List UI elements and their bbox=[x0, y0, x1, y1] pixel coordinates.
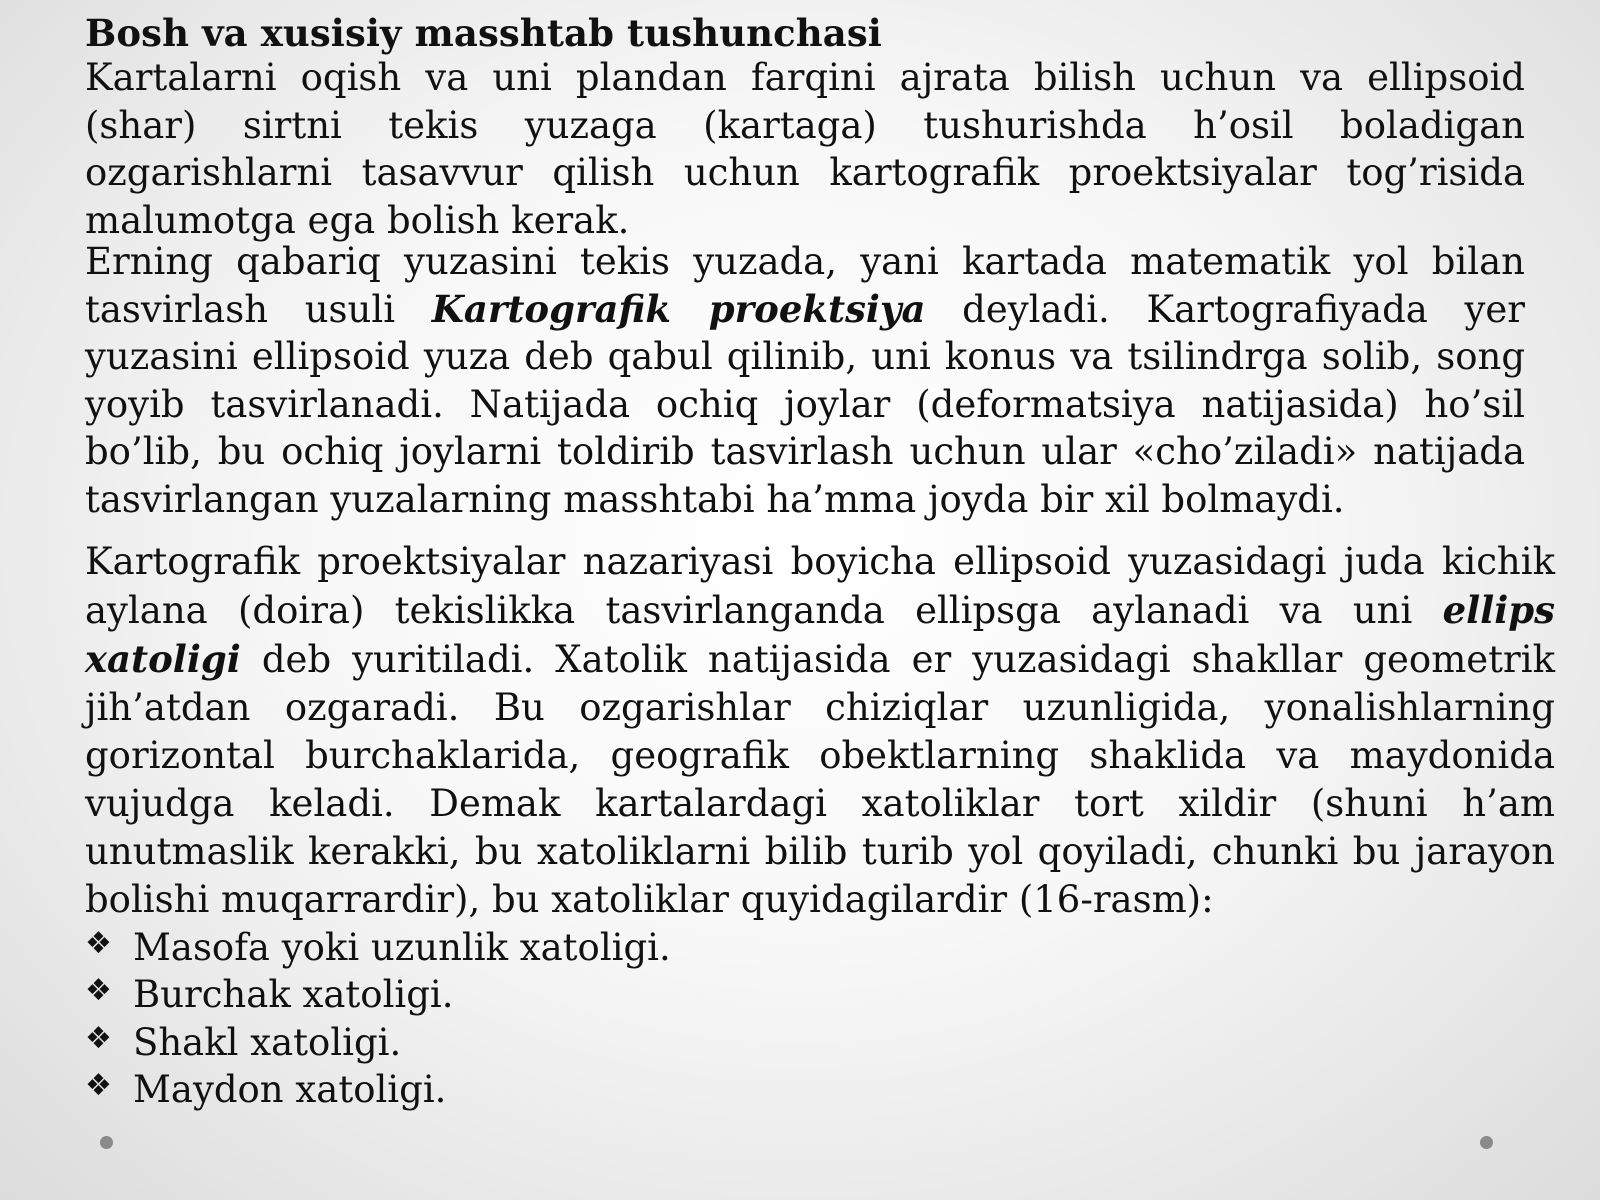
paragraph-projection-text-before: Erning qabariq yuzasini tekis yuzada, yani kartada matematik yol bilan tasvirlash usuli bbox=[85, 240, 1525, 331]
term-ellips-xatoligi: ellips xatoligi bbox=[85, 587, 1555, 681]
decorative-dot-left bbox=[100, 1136, 113, 1149]
list-item-label: Shakl xatoligi. bbox=[133, 1020, 402, 1064]
list-item bbox=[85, 971, 1555, 1019]
paragraph-projection-text-after: deyladi. Kartografiyada yer yuzasini ellipsoid yuza deb qabul qilinib, uni konus va tsilindrga solib, song yoyib tasvirlanadi. Natijada ochiq joylar (deformatsiya natijasida) ho’sil bo’lib, bu ochiq joylarni toldirib tasvirlash uchun ular «cho’ziladi» natijada tasvirlangan yuzalarning masshtabi ha’mma joyda bir xil bolmaydi. bbox=[85, 287, 1525, 521]
paragraph-ellipse-text-before: Kartografik proektsiyalar nazariyasi boyicha ellipsoid yuzasidagi juda kichik aylana (doira) tekislikka tasvirlanganda ellipsga aylanadi va uni bbox=[85, 539, 1555, 632]
slide-content bbox=[85, 12, 1555, 1114]
error-types-list bbox=[85, 924, 1555, 1114]
diamond-bullet-icon: ❖ bbox=[85, 973, 112, 1009]
list-item bbox=[85, 1019, 1555, 1067]
list-item-label: Maydon xatoligi. bbox=[133, 1068, 447, 1112]
slide-title: Bosh va xusisiy masshtab tushunchasi bbox=[85, 11, 882, 55]
paragraph-projection-definition bbox=[85, 238, 1525, 524]
paragraph-ellipse-text-after: deb yuritiladi. Xatolik natijasida er yuzasidagi shakllar geometrik jih’atdan ozgaradi. Bu ozgarishlar chiziqlar uzunligida, yonalishlarning gorizontal burchaklarida, geografik obektlarning shaklida va maydonida vujudga keladi. Demak kartalardagi xatoliklar tort xildir (shuni h’am unutmaslik kerakki, bu xatoliklarni bilib turib yol qoyiladi, chunki bu jarayon bolishi muqarrardir), bu xatoliklar quyidagilardir (16-rasm): bbox=[85, 637, 1555, 921]
list-item-label: Masofa yoki uzunlik xatoligi. bbox=[133, 925, 671, 969]
term-kartografik-proektsiya: Kartografik proektsiya bbox=[431, 286, 926, 331]
diamond-bullet-icon: ❖ bbox=[85, 925, 112, 961]
list-item bbox=[85, 1066, 1555, 1114]
list-item-label: Burchak xatoligi. bbox=[133, 973, 454, 1017]
diamond-bullet-icon: ❖ bbox=[85, 1068, 112, 1104]
list-item bbox=[85, 924, 1555, 972]
diamond-bullet-icon: ❖ bbox=[85, 1020, 112, 1056]
paragraph-ellipse-error bbox=[85, 538, 1555, 924]
paragraph-intro: Kartalarni oqish va uni plandan farqini ajrata bilish uchun va ellipsoid (shar) sirtni tekis yuzaga (kartaga) tushurishda h’osil boladigan ozgarishlarni tasavvur qilish uchun kartografik proektsiyalar tog’risida malumotga ega bolish kerak. bbox=[85, 56, 1525, 242]
decorative-dot-right bbox=[1480, 1136, 1493, 1149]
